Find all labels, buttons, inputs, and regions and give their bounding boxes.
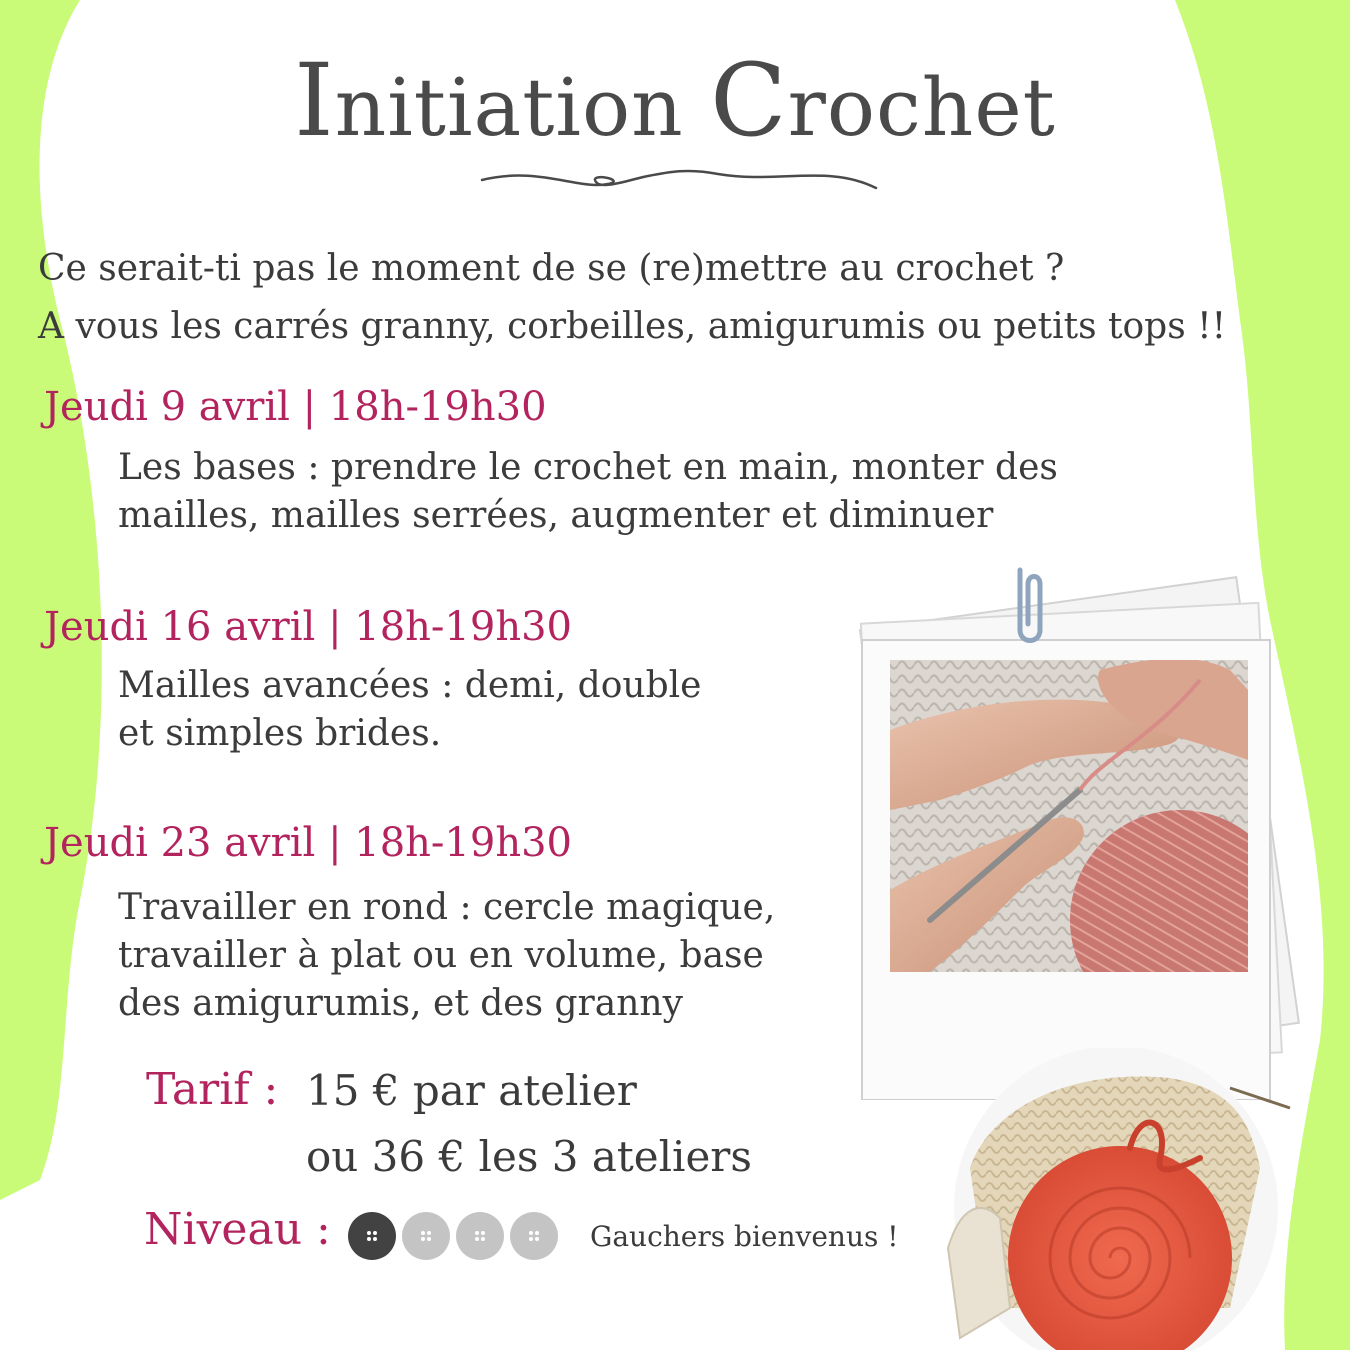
crochet-samples-illustration	[930, 1048, 1350, 1350]
crochet-photo-illustration	[850, 560, 1330, 1100]
sewing-button-icon	[510, 1212, 558, 1260]
niveau-label: Niveau :	[144, 1204, 331, 1255]
session-3-line-1: Travailler en rond : cercle magique,	[118, 887, 776, 928]
session-1-date: Jeudi 9 avril | 18h-19h30	[44, 384, 547, 430]
session-2-line-1: Mailles avancées : demi, double	[118, 665, 702, 706]
session-1-line-2: mailles, mailles serrées, augmenter et diminuer	[118, 495, 994, 536]
intro-line-1: Ce serait-ti pas le moment de se (re)mettre au crochet ?	[38, 248, 1065, 289]
session-3-date: Jeudi 23 avril | 18h-19h30	[44, 820, 572, 866]
level-indicator	[348, 1212, 558, 1260]
session-3-line-3: des amigurumis, et des granny	[118, 983, 683, 1024]
page-title: Initiation Crochet	[294, 42, 1056, 159]
session-2-line-2: et simples brides.	[118, 713, 442, 754]
session-2-date: Jeudi 16 avril | 18h-19h30	[44, 604, 572, 650]
tarif-label: Tarif :	[146, 1064, 279, 1115]
gauchers-note: Gauchers bienvenus !	[590, 1220, 899, 1253]
session-1-line-1: Les bases : prendre le crochet en main, monter des	[118, 447, 1058, 488]
sewing-button-icon	[456, 1212, 504, 1260]
tarif-price-line-2: ou 36 € les 3 ateliers	[306, 1132, 752, 1181]
sewing-button-icon	[402, 1212, 450, 1260]
session-3-line-2: travailler à plat ou en volume, base	[118, 935, 764, 976]
tarif-price-line-1: 15 € par atelier	[306, 1066, 637, 1115]
sewing-button-icon	[348, 1212, 396, 1260]
polaroid-stack	[850, 560, 1330, 1100]
intro-line-2: A vous les carrés granny, corbeilles, amigurumis ou petits tops !!	[38, 306, 1227, 347]
title-flourish	[478, 160, 880, 200]
